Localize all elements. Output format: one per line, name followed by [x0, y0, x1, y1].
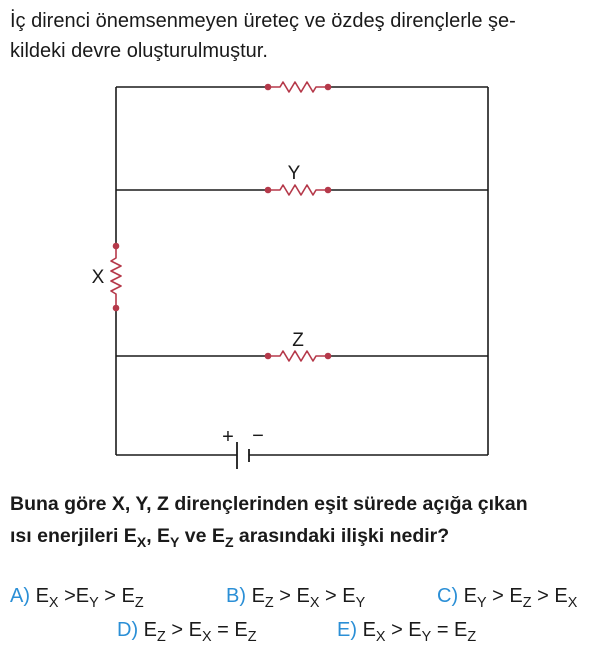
wires: [116, 87, 488, 455]
q-text-c: ve E: [179, 525, 225, 547]
resistor-y: [268, 185, 328, 195]
option-b-s1: Z: [264, 595, 274, 612]
option-e-s3: Z: [467, 629, 477, 646]
option-d-t1: E: [143, 619, 158, 641]
option-a-label: A): [10, 585, 30, 607]
option-c-s3: X: [567, 595, 578, 612]
option-d-s3: Z: [247, 629, 257, 646]
resistor-z: [268, 351, 328, 361]
resistor-x: [111, 246, 121, 308]
intro-line-1: İç direnci önemsenmeyen üreteç ve özdeş dirençlerle şe-: [10, 10, 516, 32]
option-d-s2: X: [201, 629, 212, 646]
option-c-s2: Z: [522, 595, 532, 612]
option-a-t3: > E: [98, 585, 135, 607]
option-b-s2: X: [309, 595, 320, 612]
option-e-t2: > E: [385, 619, 422, 641]
resistor-terminals: [113, 84, 332, 360]
option-b-t2: > E: [273, 585, 310, 607]
option-b-t1: E: [251, 585, 265, 607]
option-a-s1: X: [48, 595, 59, 612]
intro-line-2: kildeki devre oluşturulmuştur.: [10, 40, 268, 62]
option-e-t1: E: [362, 619, 376, 641]
option-b[interactable]: [226, 585, 366, 612]
battery-minus-sign: −: [252, 425, 264, 447]
option-b-t3: > E: [319, 585, 356, 607]
option-d-t2: > E: [165, 619, 202, 641]
question-line-2: [10, 520, 604, 552]
q-text-d: arasındaki ilişki nedir?: [233, 525, 450, 547]
option-d-label: D): [117, 619, 139, 641]
q-text-a: ısı enerjileri E: [10, 525, 137, 547]
battery-plus-sign: +: [222, 426, 234, 448]
option-e[interactable]: [337, 619, 477, 646]
option-c[interactable]: [437, 585, 578, 612]
resistor-top: [268, 82, 328, 92]
battery: [237, 442, 249, 469]
option-c-t3: > E: [531, 585, 568, 607]
option-a-t2: >E: [58, 585, 90, 607]
option-e-t3: = E: [431, 619, 468, 641]
option-a-t1: E: [35, 585, 49, 607]
option-d-t3: = E: [211, 619, 248, 641]
q-sub-z: Z: [224, 533, 234, 550]
q-text-b: , E: [146, 525, 171, 547]
option-c-label: C): [437, 585, 459, 607]
option-b-label: B): [226, 585, 246, 607]
label-y: Y: [287, 163, 301, 184]
label-x: X: [91, 267, 105, 288]
option-d[interactable]: [117, 619, 257, 646]
q-sub-y: Y: [170, 533, 180, 550]
question-line-1: Buna göre X, Y, Z dirençlerinden eşit sürede açığa çıkan: [10, 493, 528, 515]
option-e-label: E): [337, 619, 357, 641]
label-z: Z: [292, 330, 304, 351]
option-c-t1: E: [463, 585, 478, 607]
option-c-s1: Y: [477, 595, 487, 612]
option-b-s3: Y: [355, 595, 366, 612]
option-e-s1: X: [375, 629, 386, 646]
option-a-s2: Y: [89, 595, 99, 612]
option-a-s3: Z: [134, 595, 144, 612]
option-d-s1: Z: [157, 629, 166, 646]
option-c-t2: > E: [486, 585, 523, 607]
q-sub-x: X: [136, 533, 147, 550]
option-a[interactable]: [10, 585, 144, 612]
option-e-s2: Y: [421, 629, 432, 646]
question-text: [10, 488, 604, 552]
